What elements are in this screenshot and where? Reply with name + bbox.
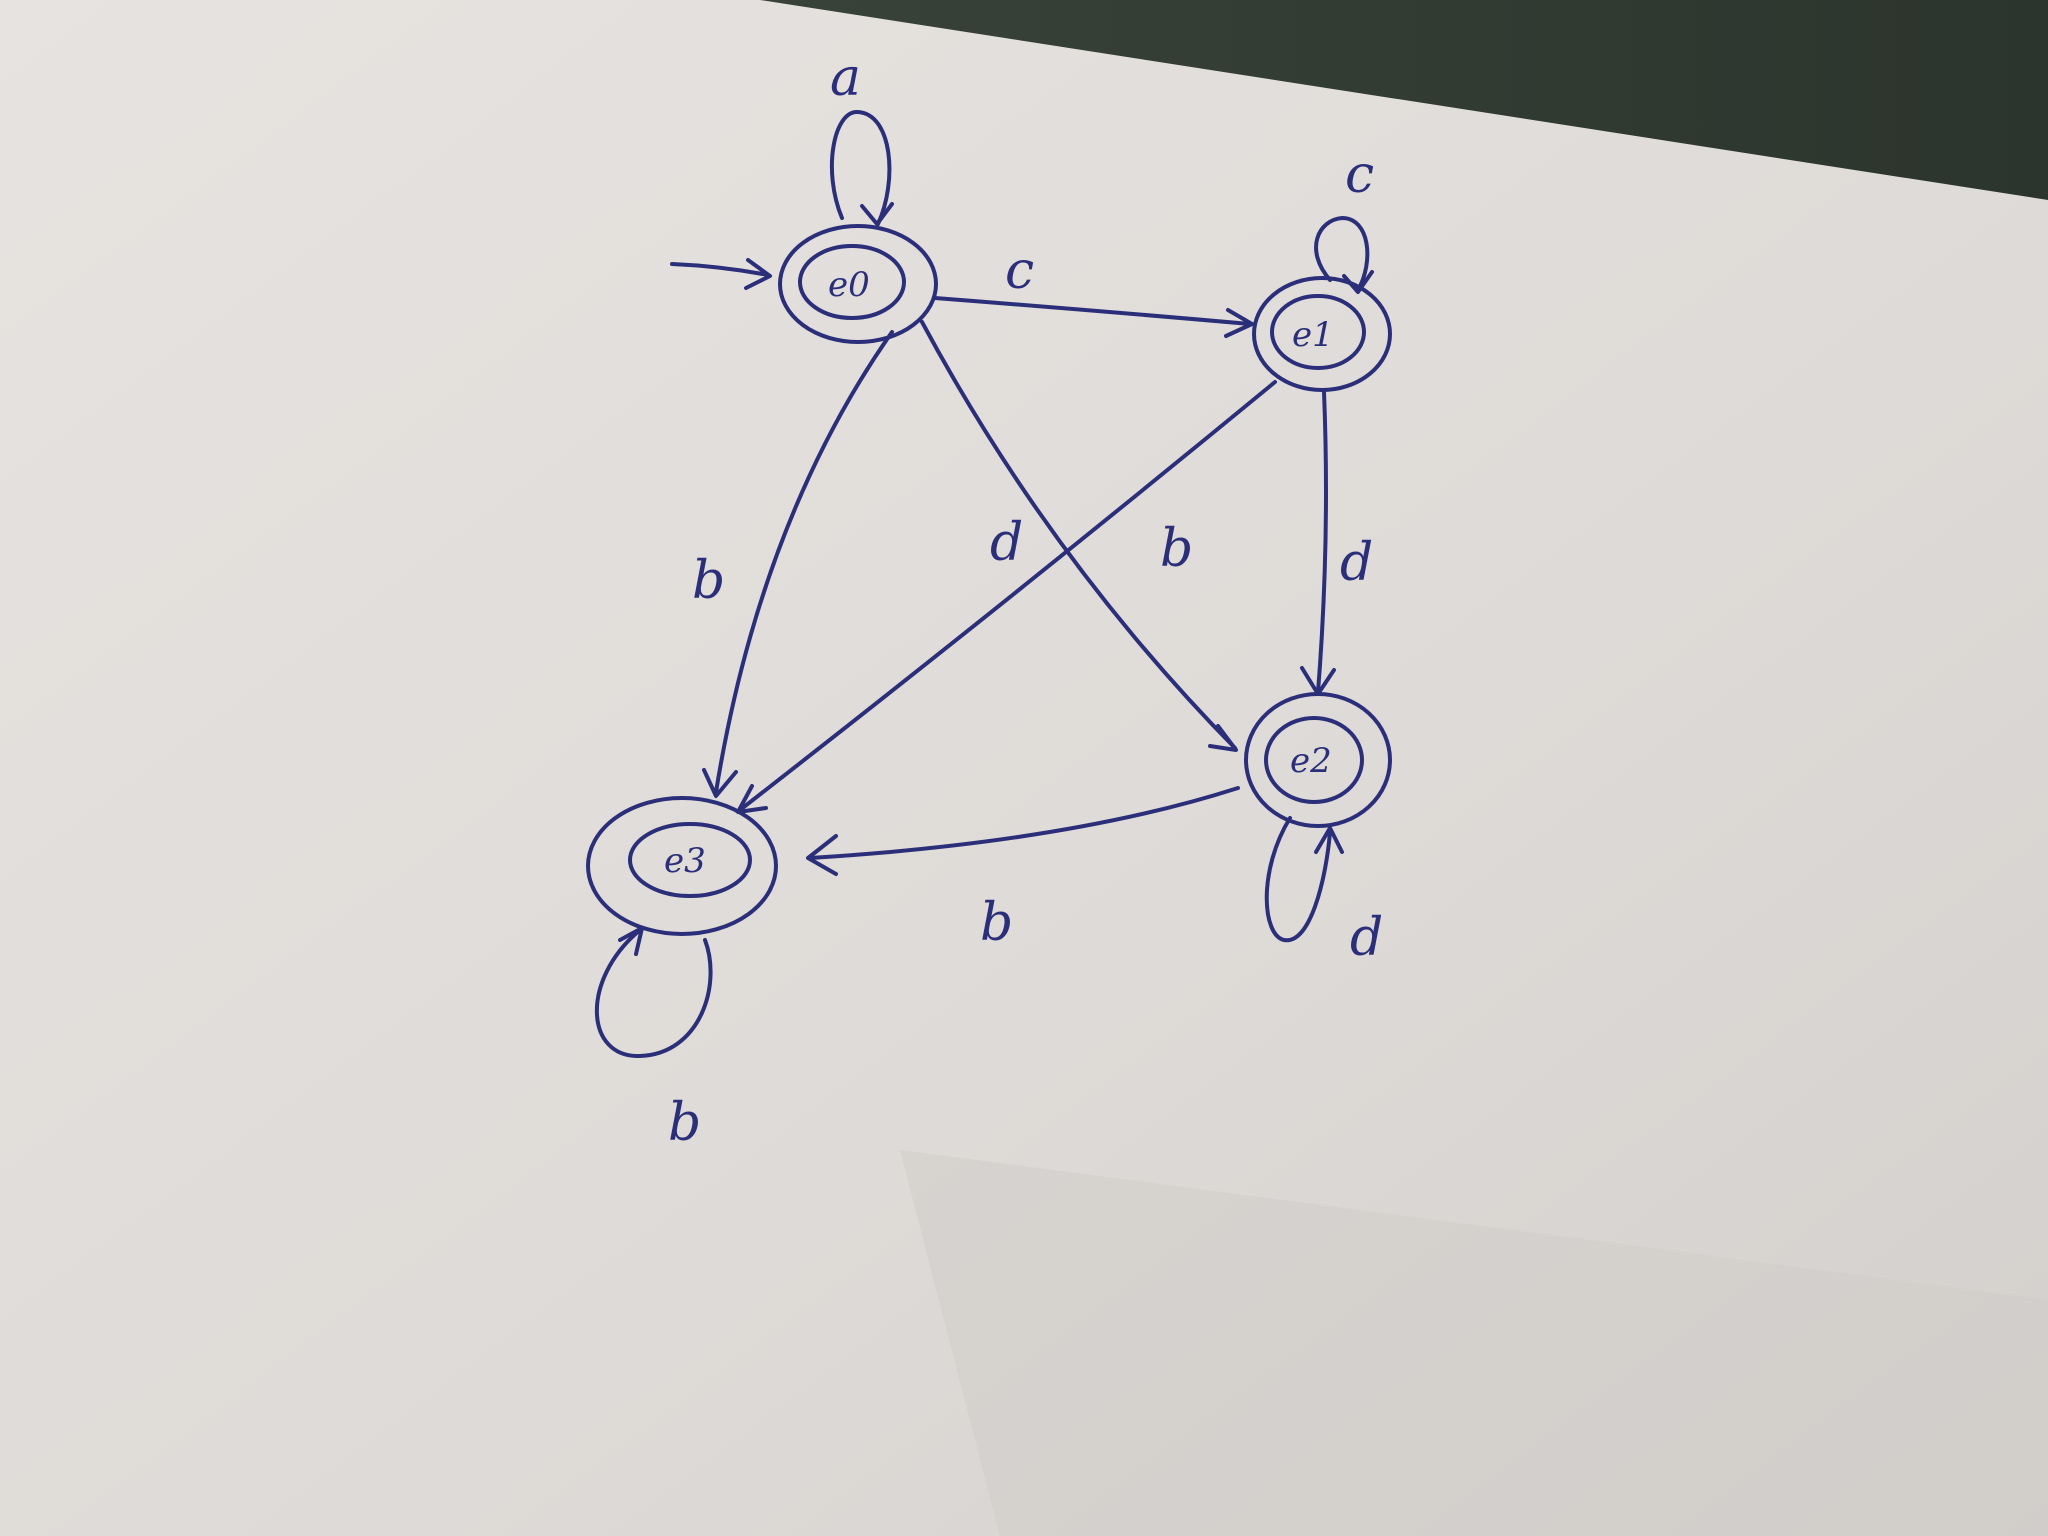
state-label-e3: e3 [664, 841, 706, 881]
label-e1-e3: b [1160, 519, 1194, 579]
label-e1-e2: d [1340, 533, 1374, 593]
label-e1-e1: c [1345, 145, 1375, 205]
label-e2-e2: d [1350, 908, 1384, 968]
label-e3-e3: b [668, 1093, 702, 1153]
label-e0-e2: d [990, 513, 1024, 573]
label-e2-e3: b [980, 893, 1014, 953]
state-label-e0: e0 [828, 265, 870, 305]
label-e0-e3: b [692, 551, 726, 611]
label-e0-e0: a [830, 48, 862, 108]
state-label-e1: e1 [1292, 315, 1334, 355]
state-label-e2: e2 [1290, 741, 1332, 781]
label-e0-e1: c [1005, 241, 1035, 301]
